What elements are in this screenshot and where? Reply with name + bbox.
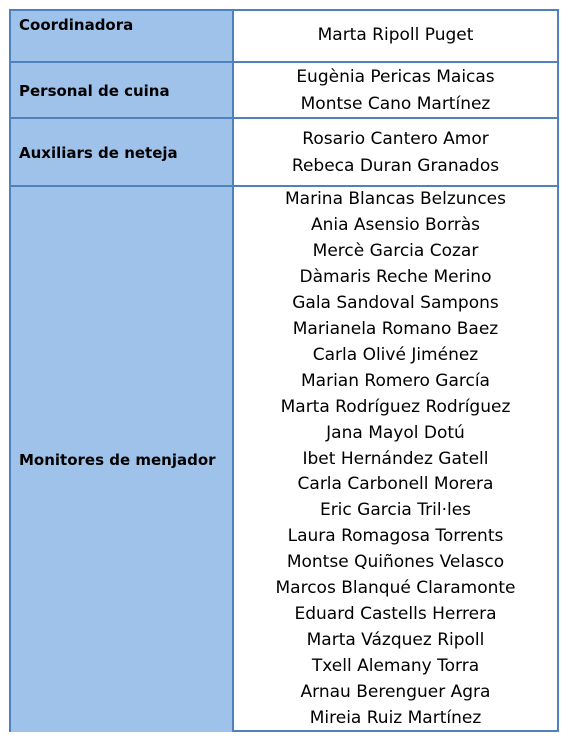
staff-name: Rosario Cantero Amor [302, 129, 489, 149]
staff-name: Montse Cano Martínez [300, 94, 491, 114]
staff-name: Txell Alemany Torra [311, 655, 480, 676]
role-label: Personal de cuina [11, 63, 234, 119]
staff-name: Marina Blancas Belzunces [285, 189, 506, 210]
role-label: Auxiliars de neteja [11, 119, 234, 187]
names-cell [234, 119, 557, 187]
staff-name: Ania Asensio Borràs [310, 215, 481, 236]
names-cell [234, 11, 557, 61]
table-row-auxiliars-de-neteja [11, 117, 557, 187]
staff-table [9, 9, 559, 732]
staff-name: Rebeca Duran Granados [291, 156, 500, 176]
names-cell [234, 63, 557, 119]
table-row-coordinadora [11, 11, 557, 61]
staff-name: Eric Garcia Tril·les [319, 500, 472, 521]
staff-name: Marta Vázquez Ripoll [306, 629, 485, 650]
staff-name: Marcos Blanqué Claramonte [275, 578, 516, 599]
staff-name: Jana Mayol Dotú [326, 422, 465, 443]
role-label: Monitores de menjador [11, 187, 234, 732]
staff-name: Marta Rodríguez Rodríguez [280, 396, 511, 417]
staff-name: Gala Sandoval Sampons [292, 293, 499, 314]
staff-name: Marta Ripoll Puget [317, 25, 474, 46]
staff-name: Eugènia Pericas Maicas [296, 67, 495, 87]
staff-name: Montse Quiñones Velasco [286, 552, 505, 573]
staff-name: Eduard Castells Herrera [294, 603, 497, 624]
staff-name: Arnau Berenguer Agra [300, 681, 491, 702]
names-cell [234, 187, 557, 732]
staff-name: Carla Carbonell Morera [297, 474, 494, 495]
table-row-monitores-de-menjador [11, 185, 557, 732]
staff-name: Marian Romero García [301, 370, 490, 391]
table-row-personal-de-cuina [11, 61, 557, 119]
staff-name: Carla Olivé Jiménez [312, 344, 479, 365]
staff-name: Mercè Garcia Cozar [312, 241, 479, 262]
staff-name: Mireia Ruiz Martínez [309, 707, 482, 728]
role-label: Coordinadora [11, 11, 234, 61]
staff-name: Ibet Hernández Gatell [302, 448, 489, 469]
staff-name: Marianela Romano Baez [292, 319, 499, 340]
staff-name: Dàmaris Reche Merino [299, 267, 492, 288]
staff-name: Laura Romagosa Torrents [287, 526, 504, 547]
